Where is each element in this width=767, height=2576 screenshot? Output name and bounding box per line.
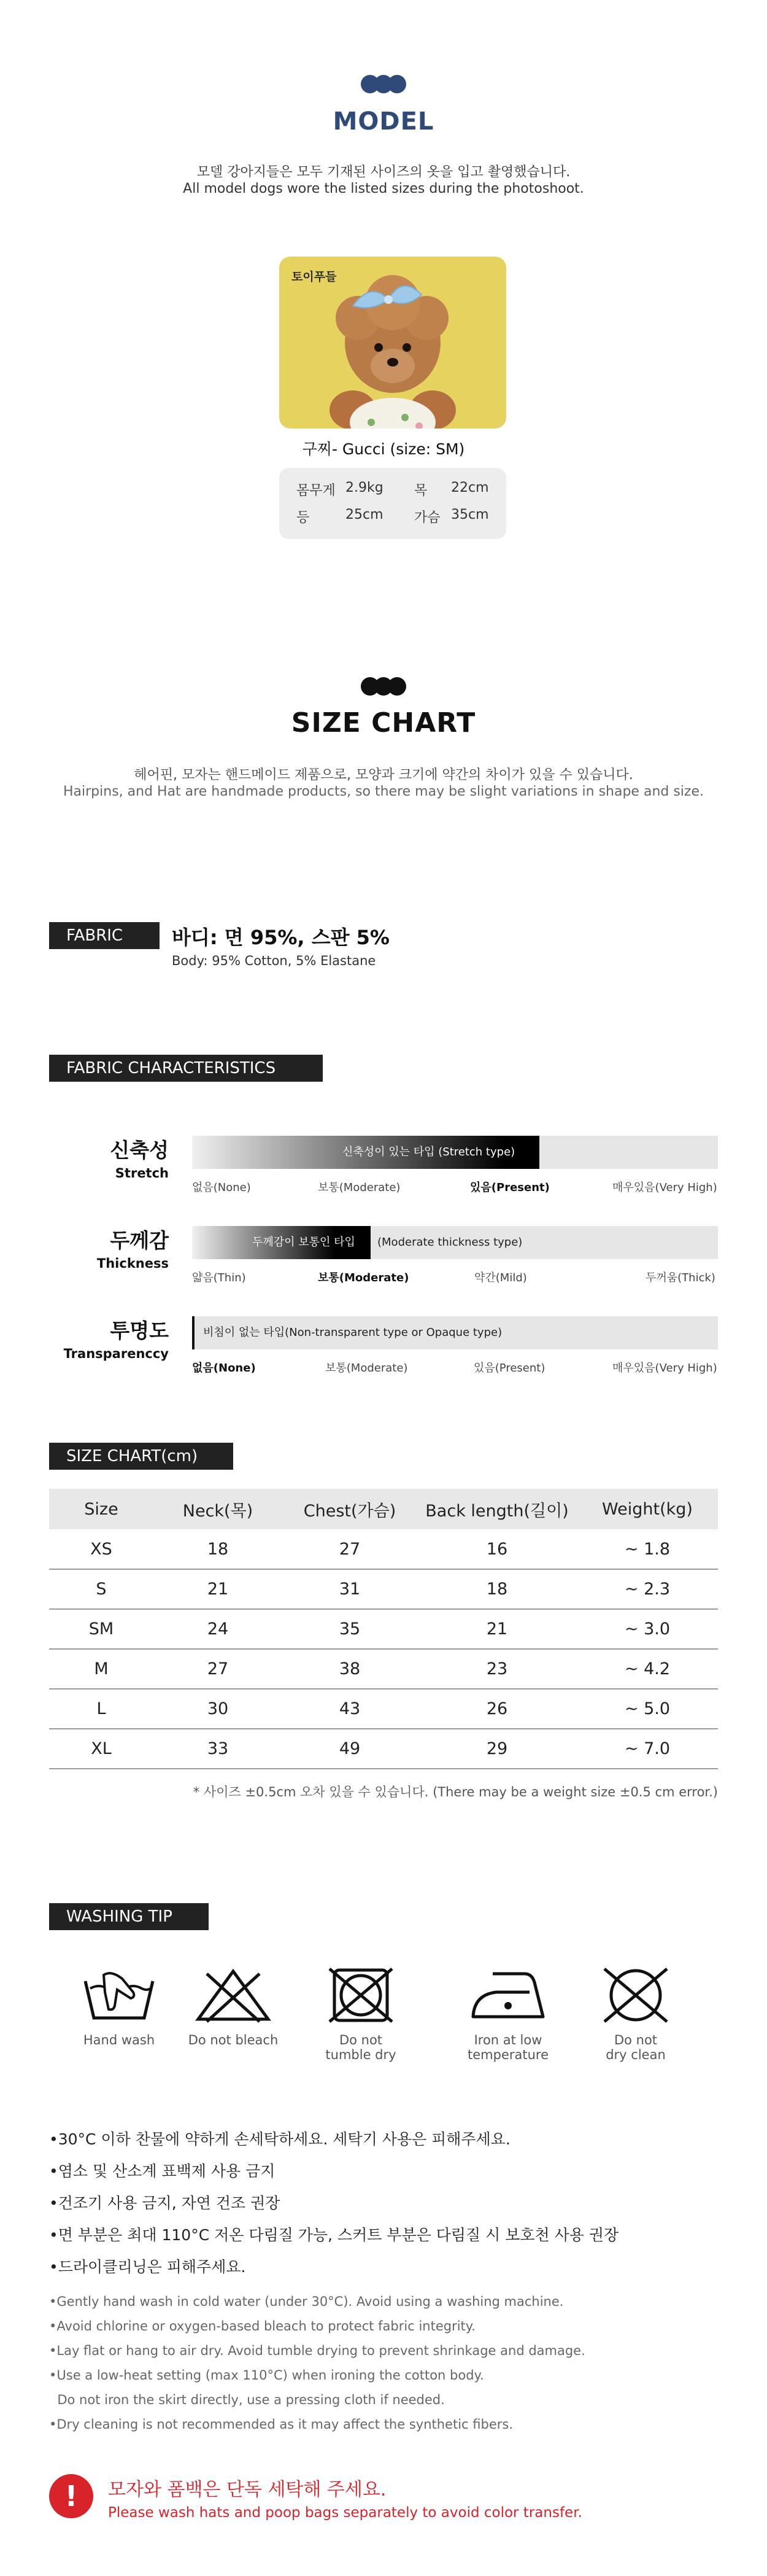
transparency-tick-1: 보통(Moderate) (325, 1362, 408, 1375)
cell-back-length: 26 (417, 1689, 577, 1729)
transparency-label (46, 1315, 169, 1361)
fabric-tag: FABRIC (49, 922, 160, 949)
stretch-bar-text: 신축성이 있는 타입 (Stretch type) (342, 1146, 515, 1158)
fabric-composition-en: Body: 95% Cotton, 5% Elastane (172, 953, 376, 968)
washing-tip-en: •Use a low-heat setting (max 110°C) when ironing the cotton body. (49, 2368, 484, 2383)
header-size: Size (49, 1489, 153, 1529)
cell-weight: ~ 3.0 (577, 1609, 718, 1649)
measure-value-weight: 2.9kg (345, 480, 384, 495)
do-not-dry-clean-item (574, 1968, 697, 2062)
thickness-bar (192, 1226, 718, 1259)
do-not-bleach-item (172, 1968, 295, 2047)
cell-size: S (49, 1569, 153, 1609)
model-description-en: All model dogs wore the listed sizes during the photoshoot. (183, 181, 584, 196)
thickness-tick-3: 두꺼움(Thick) (646, 1271, 715, 1284)
hand-wash-caption: Hand wash (83, 2033, 155, 2047)
washing-tip-en: •Avoid chlorine or oxygen-based bleach to protect fabric integrity. (49, 2319, 476, 2334)
table-row (49, 1569, 718, 1609)
table-row (49, 1649, 718, 1689)
measure-value-chest: 35cm (451, 507, 489, 522)
do-not-dry-clean-icon (596, 1968, 676, 2023)
thickness-label-en: Thickness (96, 1256, 169, 1271)
cell-size: XL (49, 1729, 153, 1769)
stretch-label (46, 1135, 169, 1181)
table-row (49, 1689, 718, 1729)
cell-back-length: 18 (417, 1569, 577, 1609)
model-dog-name: 구찌- Gucci (size: SM) (302, 440, 465, 458)
stretch-bar (192, 1136, 718, 1169)
cell-neck: 18 (153, 1529, 282, 1569)
transparency-tick-3: 매우있음(Very High) (612, 1362, 717, 1375)
table-row (49, 1529, 718, 1569)
thickness-bar-text: 두께감이 보통인 타입 (252, 1236, 355, 1249)
table-row (49, 1609, 718, 1649)
transparency-label-en: Transparenccy (63, 1346, 169, 1361)
do-not-tumble-dry-caption: Do not tumble dry (325, 2033, 396, 2062)
transparency-bar-text: 비침이 없는 타입(Non-transparent type or Opaque type) (203, 1326, 503, 1339)
washing-tip-kr: •건조기 사용 금지, 자연 건조 권장 (49, 2194, 280, 2212)
iron-low-temperature-item (447, 1968, 569, 2062)
model-measurements (279, 468, 506, 539)
cell-chest: 38 (282, 1649, 417, 1689)
measure-label-back: 등 (296, 510, 310, 526)
transparency-bar (192, 1316, 718, 1349)
size-chart-description-en: Hairpins, and Hat are handmade products, so there may be slight variations in shape and size. (63, 784, 704, 799)
cell-neck: 24 (153, 1609, 282, 1649)
size-chart-description-kr: 헤어핀, 모자는 핸드메이드 제품으로, 모양과 크기에 약간의 차이가 있을 수 있습니다. (134, 767, 633, 783)
cell-weight: ~ 7.0 (577, 1729, 718, 1769)
alert-message-kr: 모자와 폼백은 단독 세탁해 주세요. (108, 2479, 387, 2500)
cell-neck: 30 (153, 1689, 282, 1729)
iron-low-temperature-caption: Iron at low temperature (468, 2033, 549, 2062)
transparency-bar-marker (192, 1316, 195, 1349)
cell-weight: ~ 5.0 (577, 1689, 718, 1729)
cell-size: M (49, 1649, 153, 1689)
thickness-tick-1: 보통(Moderate) (318, 1271, 409, 1284)
dog-breed-label: 토이푸들 (291, 270, 337, 284)
measure-label-weight: 몸무게 (296, 483, 336, 499)
cell-back-length: 23 (417, 1649, 577, 1689)
cell-chest: 49 (282, 1729, 417, 1769)
cell-weight: ~ 1.8 (577, 1529, 718, 1569)
header-chest: Chest(가슴) (282, 1489, 417, 1529)
transparency-tick-2: 있음(Present) (474, 1362, 545, 1375)
thickness-tick-0: 얇음(Thin) (192, 1271, 246, 1284)
iron-low-temperature-icon (468, 1968, 548, 2023)
alert-message-en: Please wash hats and poop bags separately to avoid color transfer. (108, 2505, 582, 2521)
cell-back-length: 21 (417, 1609, 577, 1649)
alert-icon: ! (49, 2474, 93, 2518)
washing-tip-en: Do not iron the skirt directly, use a pressing cloth if needed. (49, 2392, 445, 2407)
transparency-tick-0: 없음(None) (192, 1362, 256, 1375)
do-not-tumble-dry-icon (321, 1968, 401, 2023)
washing-tip-kr: •30°C 이하 찬물에 약하게 손세탁하세요. 세탁기 사용은 피해주세요. (49, 2130, 511, 2148)
stretch-tick-0: 없음(None) (192, 1181, 251, 1194)
measure-label-chest: 가슴 (414, 510, 441, 526)
header-weight: Weight(kg) (577, 1489, 718, 1529)
hand-wash-icon (79, 1968, 159, 2023)
cell-chest: 35 (282, 1609, 417, 1649)
washing-tip-kr: •드라이클리닝은 피해주세요. (49, 2258, 246, 2276)
cell-size: XS (49, 1529, 153, 1569)
three-dots-icon (361, 677, 406, 696)
cell-size: L (49, 1689, 153, 1729)
cell-neck: 33 (153, 1729, 282, 1769)
washing-tip-en: •Lay flat or hang to air dry. Avoid tumble drying to prevent shrinkage and damage. (49, 2343, 585, 2358)
thickness-bar-text-outside: (Moderate thickness type) (377, 1236, 523, 1249)
cell-back-length: 29 (417, 1729, 577, 1769)
thickness-label-kr: 두께감 (110, 1228, 169, 1252)
model-description-kr: 모델 강아지들은 모두 기재된 사이즈의 옷을 입고 촬영했습니다. (196, 165, 571, 180)
do-not-dry-clean-caption: Do not dry clean (606, 2033, 666, 2062)
hand-wash-item (58, 1968, 180, 2047)
size-chart-title: SIZE CHART (291, 707, 476, 739)
stretch-label-kr: 신축성 (110, 1138, 169, 1162)
do-not-bleach-icon (193, 1968, 273, 2023)
header-neck: Neck(목) (153, 1489, 282, 1529)
cell-neck: 21 (153, 1569, 282, 1609)
cell-chest: 31 (282, 1569, 417, 1609)
thickness-label (46, 1225, 169, 1271)
transparency-label-kr: 투명도 (110, 1319, 169, 1343)
measure-value-neck: 22cm (451, 480, 489, 495)
stretch-label-en: Stretch (115, 1166, 169, 1181)
do-not-tumble-dry-item (299, 1968, 422, 2062)
cell-chest: 27 (282, 1529, 417, 1569)
washing-tip-en: •Gently hand wash in cold water (under 30°C). Avoid using a washing machine. (49, 2294, 564, 2309)
measure-value-back: 25cm (345, 507, 384, 522)
washing-tip-en: •Dry cleaning is not recommended as it may affect the synthetic fibers. (49, 2417, 513, 2432)
measure-label-neck: 목 (414, 483, 428, 499)
poodle-illustration (279, 257, 506, 429)
do-not-bleach-caption: Do not bleach (188, 2033, 279, 2047)
washing-tip-kr: •염소 및 산소계 표백제 사용 금지 (49, 2162, 276, 2180)
three-dots-icon (361, 75, 406, 93)
cell-weight: ~ 2.3 (577, 1569, 718, 1609)
thickness-tick-2: 약간(Mild) (474, 1271, 527, 1284)
washing-tip-kr: •면 부분은 최대 110°C 저온 다림질 가능, 스커트 부분은 다림질 시 보호천 사용 권장 (49, 2226, 619, 2244)
cell-weight: ~ 4.2 (577, 1649, 718, 1689)
cell-size: SM (49, 1609, 153, 1649)
stretch-tick-2: 있음(Present) (470, 1181, 550, 1194)
fabric-characteristics-tag: FABRIC CHARACTERISTICS (49, 1055, 323, 1082)
stretch-tick-3: 매우있음(Very High) (612, 1181, 717, 1194)
size-chart-cm-tag: SIZE CHART(cm) (49, 1443, 233, 1470)
model-dog-photo (279, 257, 506, 429)
size-table-header (49, 1489, 718, 1529)
cell-neck: 27 (153, 1649, 282, 1689)
washing-tip-tag: WASHING TIP (49, 1903, 209, 1930)
size-table (49, 1489, 718, 1769)
size-table-note: * 사이즈 ±0.5cm 오차 있을 수 있습니다. (There may be a weight size ±0.5 cm error.) (193, 1785, 718, 1799)
cell-back-length: 16 (417, 1529, 577, 1569)
cell-chest: 43 (282, 1689, 417, 1729)
header-back-length: Back length(길이) (417, 1489, 577, 1529)
stretch-tick-1: 보통(Moderate) (318, 1181, 401, 1194)
fabric-composition: 바디: 면 95%, 스판 5% (172, 926, 390, 949)
table-row (49, 1729, 718, 1769)
model-title: MODEL (333, 107, 434, 136)
